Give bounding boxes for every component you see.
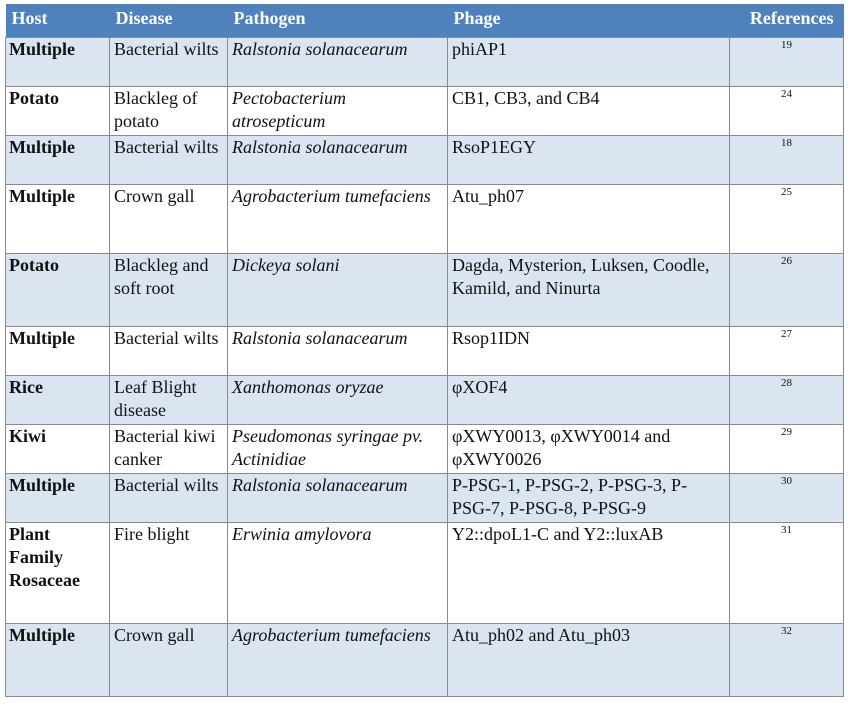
cell-host: Multiple [6, 37, 110, 86]
cell-phage: phiAP1 [448, 37, 730, 86]
cell-disease: Leaf Blight disease [110, 375, 228, 424]
cell-host: Multiple [6, 135, 110, 184]
cell-disease: Bacterial wilts [110, 135, 228, 184]
table-header-row [6, 4, 844, 37]
cell-host: Multiple [6, 623, 110, 696]
cell-pathogen: Pseudomonas syringae pv. Actinidiae [228, 424, 448, 473]
cell-pathogen: Agrobacterium tumefaciens [228, 623, 448, 696]
cell-reference: 31 [730, 522, 844, 623]
header-disease: Disease [115, 8, 173, 28]
cell-reference: 18 [730, 135, 844, 184]
table-row [6, 135, 844, 184]
header-phage: Phage [453, 8, 501, 28]
table-row [6, 37, 844, 86]
cell-phage: Rsop1IDN [448, 326, 730, 375]
cell-host: Plant Family Rosaceae [6, 522, 110, 623]
phage-table [5, 4, 844, 697]
cell-phage: Atu_ph07 [448, 184, 730, 253]
cell-pathogen: Erwinia amylovora [228, 522, 448, 623]
cell-host: Multiple [6, 473, 110, 522]
cell-reference: 19 [730, 37, 844, 86]
cell-host: Multiple [6, 326, 110, 375]
cell-disease: Blackleg of potato [110, 86, 228, 135]
table-row [6, 86, 844, 135]
cell-reference: 24 [730, 86, 844, 135]
cell-reference: 27 [730, 326, 844, 375]
cell-disease: Blackleg and soft root [110, 253, 228, 326]
header-pathogen: Pathogen [233, 8, 306, 28]
cell-phage: P-PSG-1, P-PSG-2, P-PSG-3, P-PSG-7, P-PSG-8, P-PSG-9 [448, 473, 730, 522]
cell-pathogen: Xanthomonas oryzae [228, 375, 448, 424]
cell-phage: RsoP1EGY [448, 135, 730, 184]
cell-disease: Bacterial kiwi canker [110, 424, 228, 473]
table-row [6, 253, 844, 326]
header-references: References [749, 8, 834, 28]
cell-disease: Bacterial wilts [110, 473, 228, 522]
cell-pathogen: Pectobacterium atrosepticum [228, 86, 448, 135]
cell-pathogen: Ralstonia solanacearum [228, 326, 448, 375]
cell-reference: 28 [730, 375, 844, 424]
table-row [6, 522, 844, 623]
cell-pathogen: Dickeya solani [228, 253, 448, 326]
cell-pathogen: Agrobacterium tumefaciens [228, 184, 448, 253]
table-row [6, 326, 844, 375]
phage-table-container [5, 4, 843, 697]
cell-disease: Bacterial wilts [110, 326, 228, 375]
cell-phage: Y2::dpoL1-C and Y2::luxAB [448, 522, 730, 623]
cell-reference: 25 [730, 184, 844, 253]
cell-host: Kiwi [6, 424, 110, 473]
cell-disease: Fire blight [110, 522, 228, 623]
cell-host: Potato [6, 86, 110, 135]
cell-reference: 32 [730, 623, 844, 696]
table-row [6, 184, 844, 253]
cell-phage: CB1, CB3, and CB4 [448, 86, 730, 135]
table-row [6, 623, 844, 696]
cell-disease: Bacterial wilts [110, 37, 228, 86]
cell-reference: 26 [730, 253, 844, 326]
cell-phage: Atu_ph02 and Atu_ph03 [448, 623, 730, 696]
table-row [6, 473, 844, 522]
cell-pathogen: Ralstonia solanacearum [228, 473, 448, 522]
cell-reference: 30 [730, 473, 844, 522]
cell-phage: φXWY0013, φXWY0014 and φXWY0026 [448, 424, 730, 473]
table-row [6, 375, 844, 424]
cell-phage: φXOF4 [448, 375, 730, 424]
cell-host: Potato [6, 253, 110, 326]
cell-reference: 29 [730, 424, 844, 473]
cell-pathogen: Ralstonia solanacearum [228, 135, 448, 184]
header-host: Host [11, 8, 48, 28]
cell-disease: Crown gall [110, 184, 228, 253]
cell-disease: Crown gall [110, 623, 228, 696]
cell-pathogen: Ralstonia solanacearum [228, 37, 448, 86]
cell-host: Rice [6, 375, 110, 424]
cell-phage: Dagda, Mysterion, Luksen, Coodle, Kamild, and Ninurta [448, 253, 730, 326]
table-row [6, 424, 844, 473]
cell-host: Multiple [6, 184, 110, 253]
